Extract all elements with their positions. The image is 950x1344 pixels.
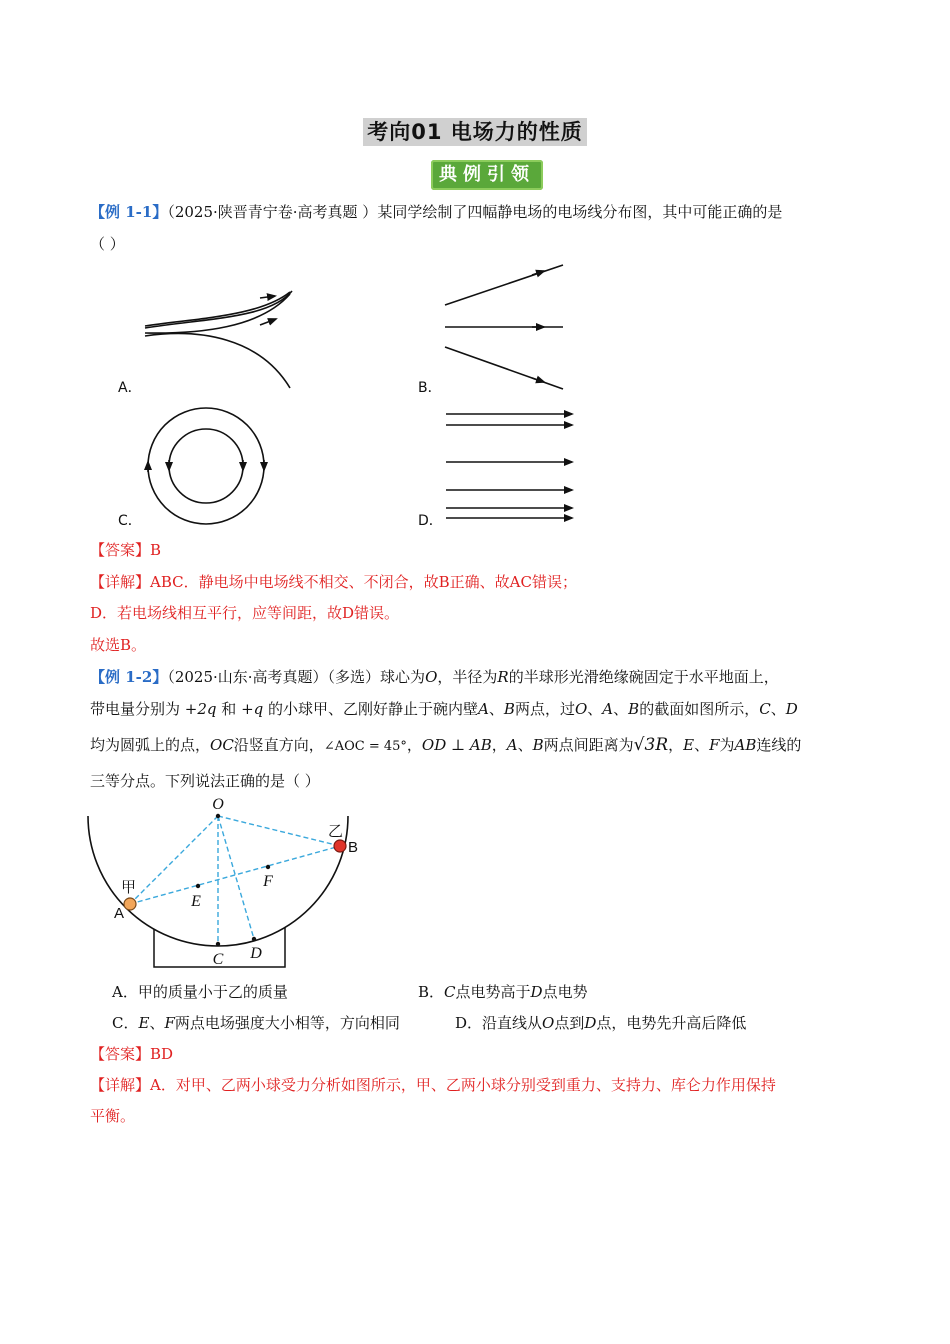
label-e: E [191,893,201,910]
var-oc: OC [210,736,234,754]
text: ，半径为 [437,668,498,686]
text: 两点，过 [514,700,575,718]
text: 两点间距离为 [543,736,634,754]
answer-label: 【答案】 [90,541,151,559]
text: 、 [488,700,504,718]
text: 点电势高于 [455,983,531,1001]
var-e: E [683,736,695,754]
var-f: F [164,1014,175,1032]
text: B． [418,983,445,1001]
example-1-2-line-3 [90,733,801,759]
example-1-1-answer [90,538,161,562]
figure-option-a-curves [140,288,300,394]
angle-aoc: ∠AOC = 45° [323,739,407,754]
charge-2q: +2q [184,700,217,718]
text: D．沿直线从 [455,1014,543,1032]
typical-example-badge: 典例引领 [431,160,543,190]
var-b: B [628,700,640,718]
label-o: O [212,796,224,813]
charge-q: +q [241,700,264,718]
example-1-2-line-4: 三等分点。下列说法正确的是（ ） [90,772,320,790]
text: 、 [149,1014,165,1032]
detail-label: 【详解】 [90,1076,151,1094]
section-title [0,116,950,146]
var-f: F [709,736,720,754]
example-1-2-option-a: A．甲的质量小于乙的质量 [112,983,288,1001]
var-b: B [503,700,515,718]
example-1-1-detail-2: D．若电场线相互平行，应等间距，故D错误。 [90,604,400,622]
detail-text: ABC．静电场中电场线不相交、不闭合，故B正确、故AC错误； [150,573,577,591]
example-1-2-option-c [112,1011,400,1035]
detail-text: A．对甲、乙两小球受力分析如图所示，甲、乙两小球分别受到重力、支持力、库仑力作用保持 [150,1076,776,1094]
var-d: D [584,1014,597,1032]
ball-jia [124,898,136,910]
text: 的截面如图所示， [639,700,760,718]
sqrt3-r: √3R [633,735,669,755]
var-o: O [574,700,588,718]
answer-value: B [150,541,162,559]
text: 、 [587,700,603,718]
text: 和 [221,700,237,718]
text: 均为圆弧上的点， [90,736,211,754]
var-r: R [497,668,509,686]
example-1-2-detail-1 [90,1073,776,1097]
var-c: C [444,983,456,1001]
var-ab: AB [734,736,757,754]
var-a: A [506,736,518,754]
var-e: E [138,1014,150,1032]
text: ， [491,736,507,754]
text: 沿竖直方向， [233,736,324,754]
example-1-2-option-b [418,980,588,1004]
example-1-2-line-2 [90,697,798,721]
example-1-1-detail-1 [90,570,577,594]
text: 点，电势先升高后降低 [596,1014,747,1032]
od-perp-ab: OD ⊥ AB [421,736,492,754]
text: 、 [770,700,786,718]
label-f: F [263,873,273,890]
label-c: C [212,951,224,968]
detail-label: 【详解】 [90,573,151,591]
label-yi: 乙 [328,823,344,840]
var-o: O [425,668,438,686]
text: 两点电场强度大小相等，方向相同 [174,1014,400,1032]
text: 为 [719,736,735,754]
text: 球心为 [380,668,426,686]
var-o: O [542,1014,555,1032]
example-1-2-answer [90,1042,173,1066]
option-b-label: B． [418,380,442,396]
example-1-1-paren: （ ） [90,235,125,253]
label-b: B [348,839,359,856]
text: 连线的 [756,736,802,754]
option-d-label: D． [418,513,443,529]
example-1-2-detail-2: 平衡。 [90,1107,136,1125]
text: 、 [613,700,629,718]
figure-option-c [144,404,270,528]
example-1-2-option-d [455,1011,746,1035]
example-1-1-tag: 【例 1-1】 [90,203,168,221]
answer-value: BD [150,1045,174,1063]
text: 点到 [554,1014,585,1032]
example-1-1-stem [90,200,782,224]
text: ， [668,736,684,754]
example-1-2-source: （2025·山东·高考真题）（多选） [167,668,381,686]
example-1-1-question: 某同学绘制了四幅静电场的电场线分布图，其中可能正确的是 [377,203,783,221]
example-1-1-detail-3: 故选B。 [90,636,147,654]
label-a: A [114,905,125,922]
figure-option-d [444,408,576,528]
example-1-2-tag: 【例 1-2】 [90,668,168,686]
label-d: D [250,945,262,962]
text: 、 [517,736,533,754]
option-a-label: A． [118,380,142,396]
option-c-label: C． [118,513,142,529]
ball-yi [334,840,346,852]
bowl-figure [84,796,374,972]
var-a: A [602,700,614,718]
example-1-2-line-1 [90,665,779,689]
figure-option-b [440,262,570,394]
var-c: C [759,700,771,718]
text: 点电势 [542,983,588,1001]
text: 的半球形光滑绝缘碗固定于水平地面上， [508,668,779,686]
var-a: A [478,700,489,718]
example-1-1-source: （2025·陕晋青宁卷·高考真题 ） [167,203,378,221]
var-d: D [530,983,543,1001]
section-title-text: 考向01 电场力的性质 [363,118,587,146]
text: C． [112,1014,139,1032]
var-b: B [532,736,544,754]
text: 、 [694,736,710,754]
answer-label: 【答案】 [90,1045,151,1063]
text: 带电量分别为 [90,700,181,718]
text: 的小球甲、乙刚好静止于碗内壁 [268,700,479,718]
text: ， [406,736,422,754]
label-jia: 甲 [121,879,137,896]
var-d: D [785,700,798,718]
